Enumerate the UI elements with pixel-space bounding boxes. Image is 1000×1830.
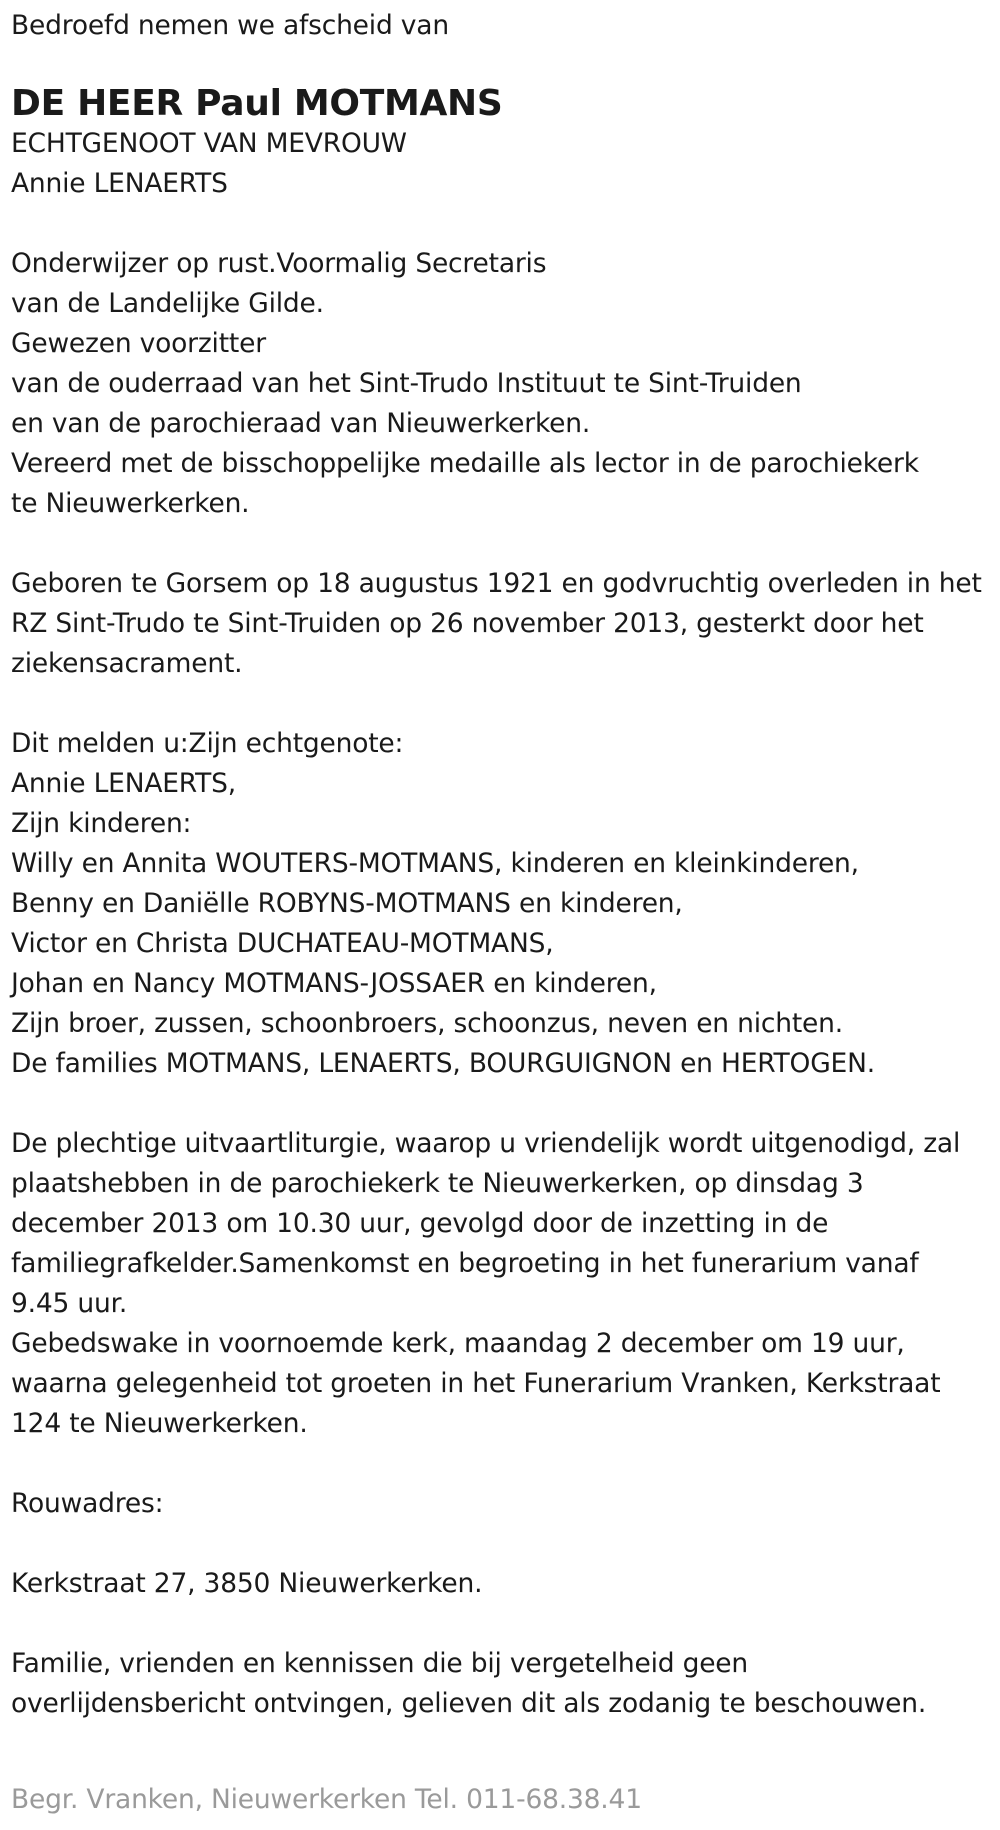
family-line: De families MOTMANS, LENAERTS, BOURGUIGNON en HERTOGEN. [11, 1048, 875, 1079]
family-line: Victor en Christa DUCHATEAU-MOTMANS, [11, 928, 554, 959]
deceased-name: DE HEER Paul MOTMANS [11, 83, 503, 124]
spacer [11, 1084, 996, 1124]
family-line: Annie LENAERTS, [11, 768, 236, 799]
spacer [11, 1444, 996, 1484]
spacer [11, 1604, 996, 1644]
ceremony-line: familiegrafkelder.Samenkomst en begroeting in het funerarium vanaf [11, 1248, 919, 1279]
address-text: Kerkstraat 27, 3850 Nieuwerkerken. [11, 1568, 483, 1599]
obituary-notice [11, 6, 996, 1724]
career-line: Vereerd met de bisschoppelijke medaille als lector in de parochiekerk [11, 448, 919, 479]
ceremony-line: 9.45 uur. [11, 1288, 128, 1319]
intro-text: Bedroefd nemen we afscheid van [11, 10, 449, 41]
career-line: te Nieuwerkerken. [11, 488, 250, 519]
spouse-line: Annie LENAERTS [11, 168, 228, 199]
birth-death-line: RZ Sint-Trudo te Sint-Truiden op 26 november 2013, gesterkt door het [11, 608, 924, 639]
spouse-block [11, 124, 996, 204]
family-line: Dit melden u:Zijn echtgenote: [11, 728, 404, 759]
ceremony-line: 124 te Nieuwerkerken. [11, 1408, 308, 1439]
family-line: Zijn broer, zussen, schoonbroers, schoonzus, neven en nichten. [11, 1008, 843, 1039]
spacer [11, 524, 996, 564]
spouse-line: ECHTGENOOT VAN MEVROUW [11, 128, 407, 159]
family-line: Willy en Annita WOUTERS-MOTMANS, kinderen en kleinkinderen, [11, 848, 859, 879]
family-line: Benny en Daniëlle ROBYNS-MOTMANS en kinderen, [11, 888, 683, 919]
family-block [11, 724, 996, 1084]
spacer [11, 1524, 996, 1564]
funeral-home-footer: Begr. Vranken, Nieuwerkerken Tel. 011-68.38.41 [11, 1784, 642, 1815]
family-line: Zijn kinderen: [11, 808, 192, 839]
career-line: van de ouderraad van het Sint-Trudo Instituut te Sint-Truiden [11, 368, 802, 399]
birth-death-block [11, 564, 996, 684]
closing-line: overlijdensbericht ontvingen, gelieven dit als zodanig te beschouwen. [11, 1688, 927, 1719]
spacer [11, 684, 996, 724]
ceremony-line: Gebedswake in voornoemde kerk, maandag 2 december om 19 uur, [11, 1328, 905, 1359]
ceremony-line: december 2013 om 10.30 uur, gevolgd door de inzetting in de [11, 1208, 829, 1239]
career-line: Gewezen voorzitter [11, 328, 266, 359]
career-block [11, 244, 996, 524]
birth-death-line: ziekensacrament. [11, 648, 243, 679]
closing-block [11, 1644, 996, 1724]
ceremony-line: De plechtige uitvaartliturgie, waarop u vriendelijk wordt uitgenodigd, zal [11, 1128, 961, 1159]
family-line: Johan en Nancy MOTMANS-JOSSAER en kinderen, [11, 968, 657, 999]
ceremony-line: plaatshebben in de parochiekerk te Nieuwerkerken, op dinsdag 3 [11, 1168, 864, 1199]
birth-death-line: Geboren te Gorsem op 18 augustus 1921 en godvruchtig overleden in het [11, 568, 982, 599]
career-line: Onderwijzer op rust.Voormalig Secretaris [11, 248, 547, 279]
ceremony-block [11, 1124, 996, 1444]
spacer [11, 204, 996, 244]
career-line: en van de parochieraad van Nieuwerkerken. [11, 408, 591, 439]
career-line: van de Landelijke Gilde. [11, 288, 324, 319]
closing-line: Familie, vrienden en kennissen die bij vergetelheid geen [11, 1648, 749, 1679]
ceremony-line: waarna gelegenheid tot groeten in het Funerarium Vranken, Kerkstraat [11, 1368, 941, 1399]
address-label: Rouwadres: [11, 1488, 164, 1519]
